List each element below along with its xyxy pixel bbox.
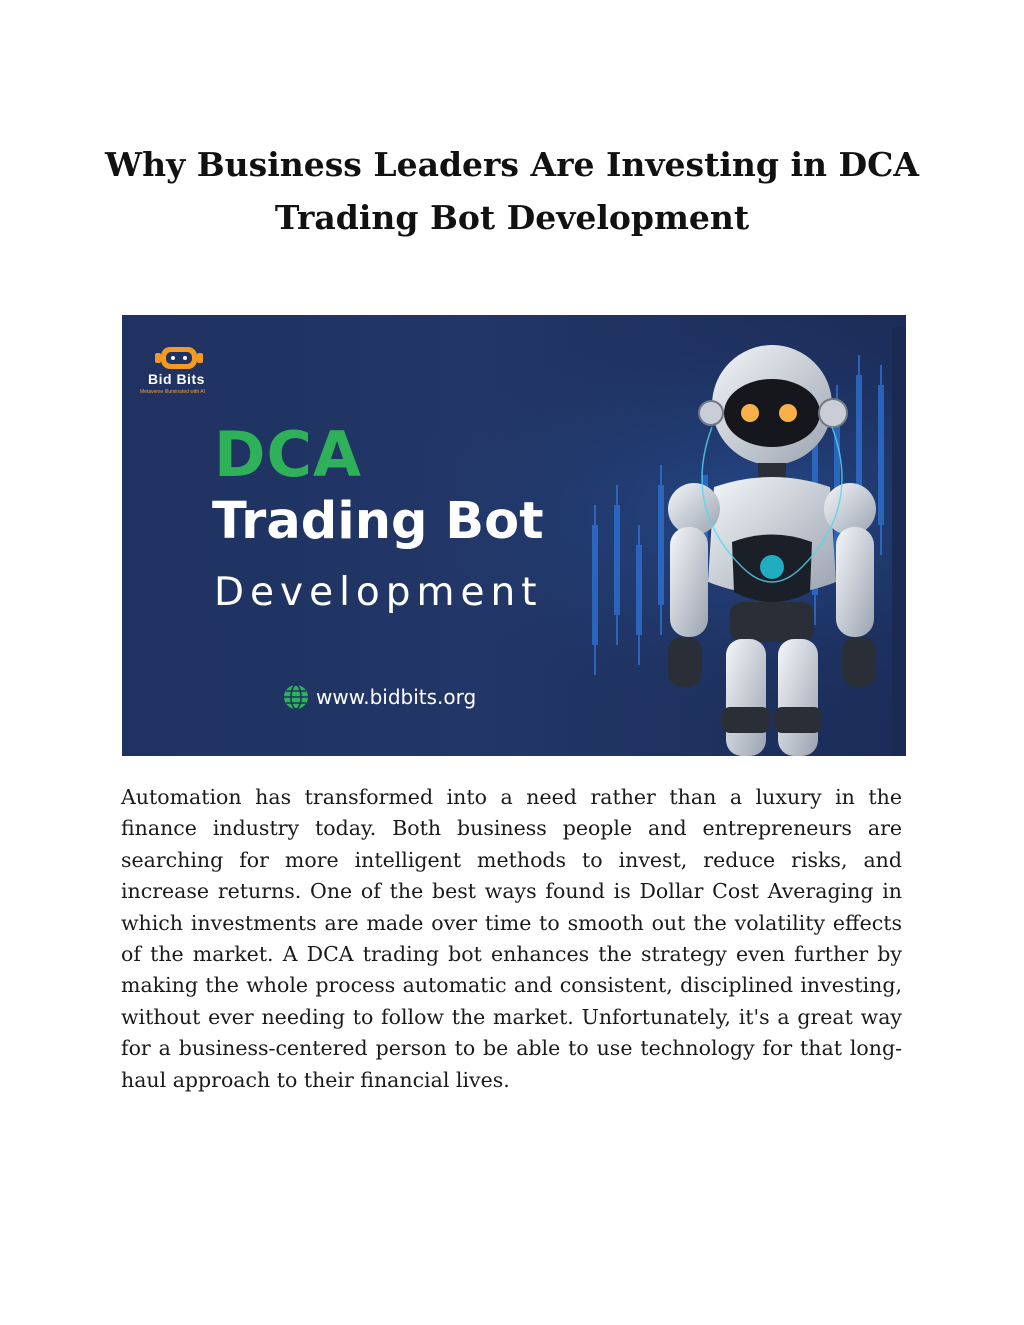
banner-heading-trading-bot: Trading Bot [212, 492, 544, 551]
banner-website [282, 682, 476, 712]
banner-heading-dca: DCA [214, 418, 362, 491]
globe-icon [282, 683, 310, 711]
document-title: Why Business Leaders Are Investing in DCA Trading Bot Development [105, 145, 919, 237]
body-paragraph: Automation has transformed into a need rather than a luxury in the finance industry today. Both business people and entrepreneurs are searching for more intelligent methods to invest, reduce risks, and increase returns. One of the best ways found is Dollar Cost Averaging in which investments are made over time to smooth out the volatility effects of the market. A DCA trading bot enhances the strategy even further by making the whole process automatic and consistent, disciplined investing, without ever needing to follow the market. Unfortunately, it's a great way for a business-centered person to be able to use technology for that long-haul approach to their financial lives. [121, 785, 902, 1092]
logo-wordmark: Bid Bits [148, 371, 205, 387]
robot-illustration [622, 327, 902, 756]
banner-heading-development: Development [214, 570, 543, 615]
logo-tagline: Metaverse Illuminated with AI [140, 389, 206, 395]
banner-website-text: www.bidbits.org [316, 685, 477, 709]
hero-banner-image [122, 315, 906, 756]
